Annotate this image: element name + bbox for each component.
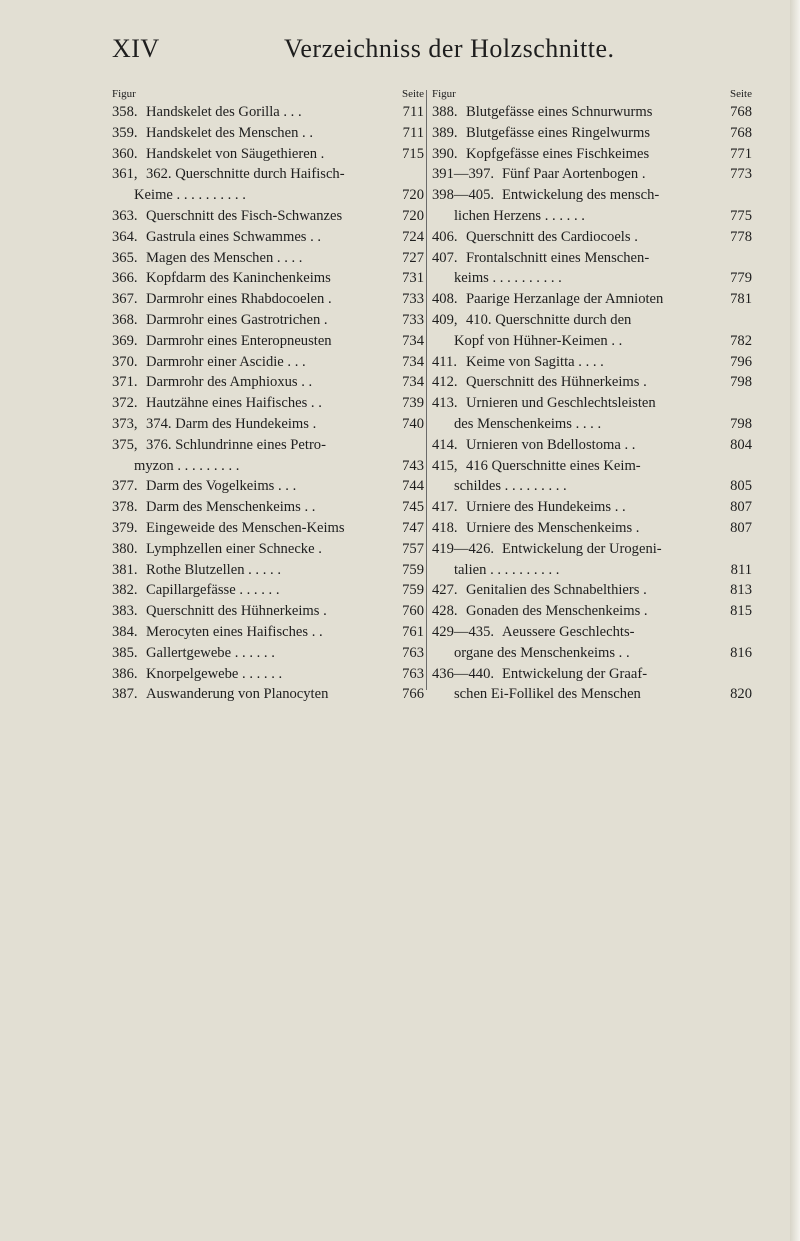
- page-ref: 763: [402, 644, 424, 661]
- index-entry: [432, 144, 752, 165]
- page-ref: 745: [402, 499, 424, 516]
- page-ref: 733: [402, 311, 424, 328]
- figure-caption: Keime von Sagitta . . . .: [466, 353, 604, 370]
- index-entry: [112, 643, 424, 664]
- figure-caption: Genitalien des Schnabelthiers .: [466, 582, 647, 599]
- page-ref: 739: [402, 395, 424, 412]
- page-ref: 727: [402, 249, 424, 266]
- page-ref: 744: [402, 478, 424, 495]
- figure-caption: Kopfgefässe eines Fischkeimes: [466, 145, 650, 162]
- figure-number: 375,: [112, 436, 138, 453]
- index-entry: [112, 331, 424, 352]
- index-entry: [432, 102, 752, 123]
- figure-number: 360.: [112, 145, 138, 162]
- figure-caption: Aeussere Geschlechts-: [502, 623, 635, 640]
- index-entry: [112, 352, 424, 373]
- page-ref: 813: [730, 582, 752, 599]
- figure-number: 377.: [112, 478, 138, 495]
- figure-caption: Entwickelung der Graaf-: [502, 665, 648, 682]
- figure-heading: Figur: [432, 88, 456, 100]
- figure-caption: Querschnitt des Fisch-Schwanzes: [146, 207, 343, 224]
- figure-caption: Querschnitt des Hühnerkeims .: [146, 603, 327, 620]
- figure-number: 428.: [432, 603, 458, 620]
- figure-caption: 416 Querschnitte eines Keim-: [466, 457, 641, 474]
- page-ref: 740: [402, 415, 424, 432]
- page-ref: 757: [402, 540, 424, 557]
- index-entry: [432, 601, 752, 622]
- index-entry: [112, 560, 424, 581]
- index-entry: [112, 414, 424, 435]
- index-entry: [112, 456, 424, 477]
- figure-caption: Handskelet des Gorilla . . .: [146, 104, 302, 120]
- index-entry: [432, 435, 752, 456]
- figure-caption: Querschnitt des Cardiocoels .: [466, 228, 638, 245]
- figure-caption: Gallertgewebe . . . . . .: [146, 644, 275, 661]
- figure-caption: Entwickelung des mensch-: [502, 187, 660, 204]
- index-entry: [112, 601, 424, 622]
- figure-caption: Blutgefässe eines Schnurwurms: [466, 104, 653, 120]
- page-ref: 759: [402, 561, 424, 578]
- page-ref: 778: [730, 228, 752, 245]
- page-ref: 781: [730, 291, 752, 308]
- index-entry: [432, 164, 752, 185]
- index-entry: [432, 331, 752, 352]
- figure-number: 408.: [432, 291, 458, 308]
- figure-number: 409,: [432, 311, 458, 328]
- figure-number: 382.: [112, 582, 138, 599]
- figure-number: 387.: [112, 686, 138, 703]
- index-entry: [112, 684, 424, 705]
- page-ref: 796: [730, 353, 752, 370]
- page-ref: 768: [730, 104, 752, 120]
- page-ref: 734: [402, 374, 424, 391]
- index-entry: [432, 518, 752, 539]
- figure-number: 406.: [432, 228, 458, 245]
- figure-caption: schildes . . . . . . . . .: [454, 478, 567, 495]
- figure-caption: Merocyten eines Haifisches . .: [146, 623, 323, 640]
- index-entry: [432, 476, 752, 497]
- left-column: [112, 88, 424, 705]
- figure-caption: Darm des Menschenkeims . .: [146, 499, 316, 516]
- page-ref: 760: [402, 603, 424, 620]
- figure-number: 359.: [112, 124, 138, 141]
- index-entry: [432, 414, 752, 435]
- figure-caption: Querschnitt des Hühnerkeims .: [466, 374, 647, 391]
- figure-caption: Frontalschnitt eines Menschen-: [466, 249, 650, 266]
- figure-caption: talien . . . . . . . . . .: [454, 561, 560, 578]
- index-entry: [432, 456, 752, 477]
- page-ref: 715: [402, 145, 424, 162]
- page-ref: 807: [730, 519, 752, 536]
- figure-number: 414.: [432, 436, 458, 453]
- page-header: [112, 34, 712, 74]
- index-entry: [112, 435, 424, 456]
- index-entry: [432, 580, 752, 601]
- page-heading: Seite: [402, 88, 424, 100]
- figure-caption: Darmrohr einer Ascidie . . .: [146, 353, 306, 370]
- index-entry: [432, 185, 752, 206]
- figure-caption: Darmrohr eines Rhabdocoelen .: [146, 291, 332, 308]
- page-ref: 711: [402, 124, 424, 141]
- figure-caption: Urnieren von Bdellostoma . .: [466, 436, 636, 453]
- figure-number: 418.: [432, 519, 458, 536]
- page-ref: 805: [730, 478, 752, 495]
- figure-number: 358.: [112, 104, 138, 120]
- figure-caption: Magen des Menschen . . . .: [146, 249, 303, 266]
- page-ref: 734: [402, 332, 424, 349]
- figure-caption: des Menschenkeims . . . .: [454, 415, 602, 432]
- index-entry: [432, 393, 752, 414]
- index-entry: [432, 206, 752, 227]
- figure-caption: myzon . . . . . . . . .: [134, 457, 240, 474]
- figure-number: 366.: [112, 270, 138, 287]
- figure-number: 363.: [112, 207, 138, 224]
- index-entry: [112, 248, 424, 269]
- page-ref: 782: [730, 332, 752, 349]
- index-entry: [112, 144, 424, 165]
- page-ref: 820: [730, 686, 752, 703]
- page-ref: 815: [730, 603, 752, 620]
- page-ref: 747: [402, 519, 424, 536]
- figure-caption: Gonaden des Menschenkeims .: [466, 603, 648, 620]
- figure-number: 389.: [432, 124, 458, 141]
- figure-number: 407.: [432, 249, 458, 266]
- index-entry: [112, 289, 424, 310]
- page-ref: 771: [730, 145, 752, 162]
- index-entry: [432, 310, 752, 331]
- figure-caption: Handskelet von Säugethieren .: [146, 145, 325, 162]
- column-divider: [426, 90, 427, 690]
- index-entry: [432, 352, 752, 373]
- index-entry: [432, 497, 752, 518]
- figure-caption: Gastrula eines Schwammes . .: [146, 228, 322, 245]
- index-entry: [432, 643, 752, 664]
- page-edge: [790, 0, 800, 1241]
- figure-caption: Darmrohr eines Enteropneusten: [146, 332, 332, 349]
- index-entry: [432, 539, 752, 560]
- page-ref: 804: [730, 436, 752, 453]
- figure-number: 373,: [112, 415, 138, 432]
- page-title: Verzeichniss der Holzschnitte.: [284, 34, 615, 63]
- figure-caption: 374. Darm des Hundekeims .: [146, 415, 317, 432]
- figure-heading: Figur: [112, 88, 136, 100]
- index-entry: [112, 476, 424, 497]
- page-ref: 798: [730, 374, 752, 391]
- page-ref: 734: [402, 353, 424, 370]
- figure-number: 361,: [112, 166, 138, 183]
- figure-caption: Handskelet des Menschen . .: [146, 124, 313, 141]
- figure-caption: Darmrohr eines Gastrotrichen .: [146, 311, 328, 328]
- index-entry: [112, 622, 424, 643]
- page-ref: 720: [402, 187, 424, 204]
- page-ref: 768: [730, 124, 752, 141]
- figure-caption: Darmrohr des Amphioxus . .: [146, 374, 313, 391]
- figure-number: 379.: [112, 519, 138, 536]
- figure-number: 417.: [432, 499, 458, 516]
- figure-caption: Darm des Vogelkeims . . .: [146, 478, 297, 495]
- figure-caption: Auswanderung von Planocyten: [146, 686, 329, 703]
- index-entry: [432, 560, 752, 581]
- figure-caption: lichen Herzens . . . . . .: [454, 207, 585, 224]
- column-header: [432, 88, 752, 102]
- figure-caption: Hautzähne eines Haifisches . .: [146, 395, 322, 412]
- figure-number: 384.: [112, 623, 138, 640]
- index-entry: [432, 248, 752, 269]
- page-ref: 798: [730, 415, 752, 432]
- figure-caption: Rothe Blutzellen . . . . .: [146, 561, 281, 578]
- figure-number: 381.: [112, 561, 138, 578]
- page-ref: 761: [402, 623, 424, 640]
- figure-caption: 410. Querschnitte durch den: [466, 311, 632, 328]
- index-entry: [112, 206, 424, 227]
- index-entry: [112, 372, 424, 393]
- figure-caption: Urnieren und Geschlechtsleisten: [466, 395, 656, 412]
- index-entry: [112, 123, 424, 144]
- figure-caption: Urniere des Menschenkeims .: [466, 519, 640, 536]
- page-ref: 816: [730, 644, 752, 661]
- figure-number: 378.: [112, 499, 138, 516]
- index-entry: [112, 539, 424, 560]
- figure-caption: Paarige Herzanlage der Amnioten: [466, 291, 664, 308]
- page-ref: 763: [402, 665, 424, 682]
- figure-number: 413.: [432, 395, 458, 412]
- figure-number: 415,: [432, 457, 458, 474]
- page-ref: 779: [730, 270, 752, 287]
- index-entry: [432, 622, 752, 643]
- figure-number: 411.: [432, 353, 457, 370]
- page-ref: 711: [402, 104, 424, 120]
- page-ref: 733: [402, 291, 424, 308]
- figure-number: 365.: [112, 249, 138, 266]
- figure-caption: Kopfdarm des Kaninchenkeims: [146, 270, 331, 287]
- figure-caption: Blutgefässe eines Ringelwurms: [466, 124, 651, 141]
- figure-caption: Knorpelgewebe . . . . . .: [146, 665, 283, 682]
- figure-number: 380.: [112, 540, 138, 557]
- index-entry: [112, 497, 424, 518]
- figure-caption: 362. Querschnitte durch Haifisch-: [146, 166, 345, 183]
- index-entry: [112, 580, 424, 601]
- index-entry: [432, 289, 752, 310]
- page-ref: 775: [730, 207, 752, 224]
- figure-number: 367.: [112, 291, 138, 308]
- page-ref: 720: [402, 207, 424, 224]
- figure-number: 369.: [112, 332, 138, 349]
- figure-number: 412.: [432, 374, 458, 391]
- figure-number: 419—426.: [432, 540, 495, 557]
- index-entry: [112, 518, 424, 539]
- page-ref: 766: [402, 686, 424, 703]
- index-entry: [432, 123, 752, 144]
- index-entry: [112, 164, 424, 185]
- page-ref: 811: [730, 561, 752, 578]
- index-entry: [432, 372, 752, 393]
- index-entry: [112, 664, 424, 685]
- figure-number: 385.: [112, 644, 138, 661]
- figure-number: 398—405.: [432, 187, 495, 204]
- figure-caption: Lymphzellen einer Schnecke .: [146, 540, 322, 557]
- index-entry: [432, 664, 752, 685]
- page-heading: Seite: [730, 88, 752, 100]
- index-entry: [432, 227, 752, 248]
- figure-number: 368.: [112, 311, 138, 328]
- page-ref: 759: [402, 582, 424, 599]
- right-column: [432, 88, 752, 705]
- figure-number: 436—440.: [432, 665, 495, 682]
- figure-number: 383.: [112, 603, 138, 620]
- figure-number: 371.: [112, 374, 138, 391]
- index-entry: [112, 393, 424, 414]
- figure-number: 429—435.: [432, 623, 495, 640]
- figure-caption: Capillargefässe . . . . . .: [146, 582, 280, 599]
- figure-caption: Urniere des Hundekeims . .: [466, 499, 626, 516]
- figure-number: 391—397.: [432, 166, 495, 183]
- figure-number: 386.: [112, 665, 138, 682]
- figure-number: 388.: [432, 104, 458, 120]
- figure-number: 372.: [112, 395, 138, 412]
- page-number: XIV: [112, 34, 160, 63]
- figure-number: 364.: [112, 228, 138, 245]
- page-ref: 724: [402, 228, 424, 245]
- index-entry: [112, 102, 424, 123]
- figure-caption: Eingeweide des Menschen-Keims: [146, 519, 345, 536]
- index-entry: [432, 684, 752, 705]
- figure-caption: Fünf Paar Aortenbogen .: [502, 166, 646, 183]
- figure-number: 427.: [432, 582, 458, 599]
- index-entry: [112, 185, 424, 206]
- page-ref: 731: [402, 270, 424, 287]
- figure-caption: schen Ei-Follikel des Menschen: [454, 686, 641, 703]
- column-header: [112, 88, 424, 102]
- figure-caption: Kopf von Hühner-Keimen . .: [454, 332, 623, 349]
- page-ref: 773: [730, 166, 752, 183]
- page-ref: 743: [402, 457, 424, 474]
- figure-number: 390.: [432, 145, 458, 162]
- index-entry: [112, 227, 424, 248]
- figure-caption: keims . . . . . . . . . .: [454, 270, 562, 287]
- figure-number: 370.: [112, 353, 138, 370]
- figure-caption: Entwickelung der Urogeni-: [502, 540, 662, 557]
- figure-caption: 376. Schlundrinne eines Petro-: [146, 436, 326, 453]
- index-entry: [112, 268, 424, 289]
- page-ref: 807: [730, 499, 752, 516]
- figure-caption: organe des Menschenkeims . .: [454, 644, 630, 661]
- index-entry: [432, 268, 752, 289]
- figure-caption: Keime . . . . . . . . . .: [134, 187, 246, 204]
- index-entry: [112, 310, 424, 331]
